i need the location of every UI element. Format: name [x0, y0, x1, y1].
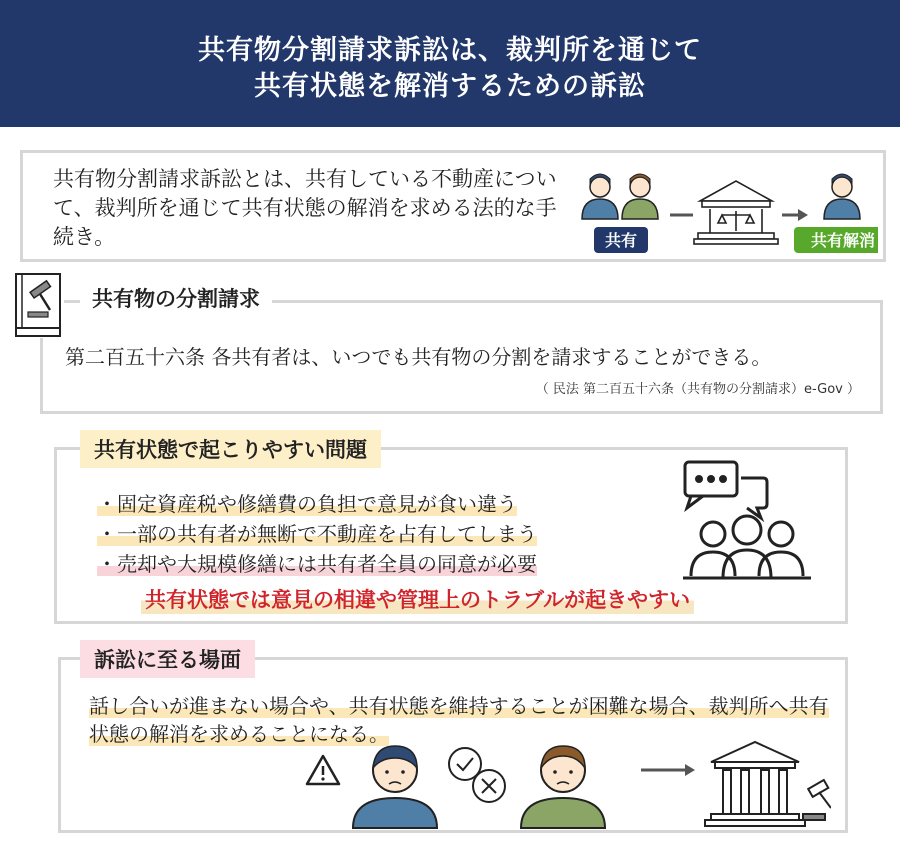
lawsuit-box	[58, 657, 848, 833]
issues-title: 共有状態で起こりやすい問題	[80, 430, 381, 468]
person-icon	[824, 174, 860, 219]
discussion-icon	[677, 458, 817, 588]
shared-to-resolved-figure	[578, 167, 878, 257]
lawsuit-text-content: 話し合いが進まない場合や、共有状態を維持することが困難な場合、裁判所へ共有状態の解消を求めることになる。	[89, 694, 829, 746]
issues-warning: 共有状態では意見の相違や管理上のトラブルが起きやすい	[141, 584, 694, 614]
law-title: 共有物の分割請求	[80, 283, 272, 313]
law-article: 第二百五十六条 各共有者は、いつでも共有物の分割を請求することができる。	[65, 345, 772, 369]
intro-box	[20, 150, 886, 262]
issues-box	[54, 447, 848, 624]
law-source: （ 民法 第二百五十六条（共有物の分割請求）e-Gov ）	[535, 382, 860, 397]
badge-shared-label: 共有	[604, 231, 638, 250]
gavel-icon	[803, 780, 831, 820]
dispute-to-court-figure	[291, 740, 831, 832]
worried-person-icon	[353, 746, 437, 828]
worried-person-icon	[521, 746, 605, 828]
lawsuit-title: 訴訟に至る場面	[80, 640, 255, 678]
law-book-icon	[12, 272, 64, 338]
badge-resolved-label: 共有解消	[810, 231, 876, 250]
issue-item-text: ・固定資産税や修繕費の負担で意見が食い違う	[97, 492, 517, 516]
issue-item-text: ・売却や大規模修繕には共有者全員の同意が必要	[97, 552, 537, 576]
header-title-line2: 共有状態を解消するための訴訟	[254, 71, 646, 102]
issue-item	[97, 518, 537, 547]
header-title-line1: 共有物分割請求訴訟は、裁判所を通じて	[198, 35, 702, 66]
issue-item-text: ・一部の共有者が無断で不動産を占有してしまう	[97, 522, 537, 546]
person-icon	[582, 174, 618, 219]
page-header	[0, 0, 900, 127]
courthouse-icon	[694, 181, 778, 244]
check-cross-icon	[449, 748, 505, 802]
person-icon	[622, 174, 658, 219]
issue-item	[97, 488, 517, 517]
law-box	[40, 300, 883, 414]
courthouse-icon	[705, 742, 805, 826]
intro-text: 共有物分割請求訴訟とは、共有している不動産について、裁判所を通じて共有状態の解消を求める法的な手続き。	[53, 167, 557, 249]
issue-item	[97, 548, 537, 577]
warning-icon	[307, 756, 339, 784]
